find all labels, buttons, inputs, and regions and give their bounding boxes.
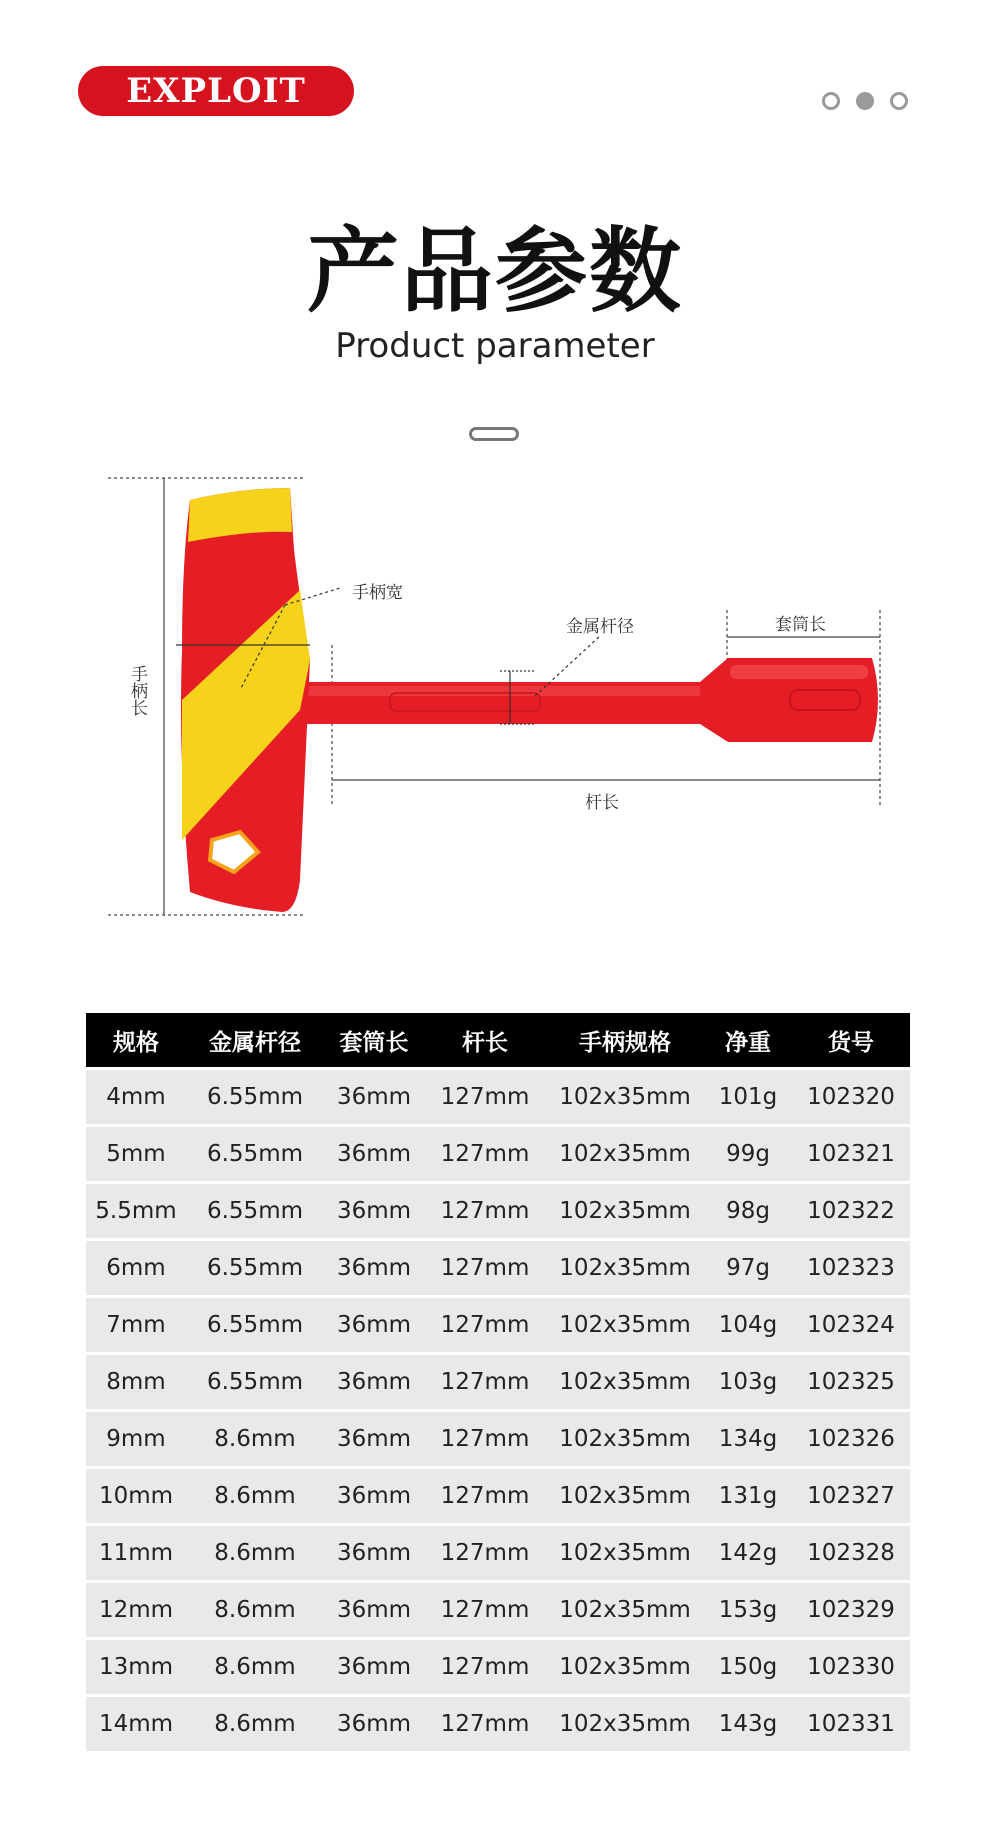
table-row: [86, 1298, 910, 1352]
table-cell: 102327: [792, 1469, 910, 1523]
table-cell: 127mm: [424, 1640, 546, 1694]
table-cell: 127mm: [424, 1298, 546, 1352]
table-cell: 102x35mm: [546, 1526, 704, 1580]
table-cell: 102323: [792, 1241, 910, 1295]
label-rod-length: 杆长: [585, 793, 619, 813]
table-cell: 102330: [792, 1640, 910, 1694]
table-cell: 127mm: [424, 1127, 546, 1181]
table-cell: 36mm: [324, 1298, 424, 1352]
table-cell: 150g: [704, 1640, 792, 1694]
table-cell: 102x35mm: [546, 1070, 704, 1124]
table-cell: 102x35mm: [546, 1298, 704, 1352]
table-cell: 102x35mm: [546, 1697, 704, 1751]
table-cell: 103g: [704, 1355, 792, 1409]
table-cell: 102324: [792, 1298, 910, 1352]
pager-dot-active[interactable]: [856, 92, 874, 110]
table-cell: 99g: [704, 1127, 792, 1181]
pager-dot[interactable]: [822, 92, 840, 110]
table-cell: 6.55mm: [186, 1184, 324, 1238]
table-header-cell: 套筒长: [324, 1013, 424, 1067]
spec-table: [86, 1010, 910, 1754]
table-row: [86, 1355, 910, 1409]
table-cell: 102x35mm: [546, 1469, 704, 1523]
table-cell: 36mm: [324, 1697, 424, 1751]
table-row: [86, 1583, 910, 1637]
table-cell: 5.5mm: [86, 1184, 186, 1238]
label-handle-width: 手柄宽: [352, 583, 403, 603]
table-cell: 8.6mm: [186, 1412, 324, 1466]
table-header-cell: 杆长: [424, 1013, 546, 1067]
table-cell: 8.6mm: [186, 1583, 324, 1637]
table-cell: 10mm: [86, 1469, 186, 1523]
table-header-cell: 货号: [792, 1013, 910, 1067]
table-header-row: [86, 1013, 910, 1067]
table-cell: 8.6mm: [186, 1640, 324, 1694]
table-header-cell: 手柄规格: [546, 1013, 704, 1067]
table-cell: 142g: [704, 1526, 792, 1580]
table-cell: 5mm: [86, 1127, 186, 1181]
page-title: 产品参数: [306, 218, 683, 325]
table-cell: 102320: [792, 1070, 910, 1124]
table-cell: 97g: [704, 1241, 792, 1295]
table-row: [86, 1469, 910, 1523]
table-header-cell: 金属杆径: [186, 1013, 324, 1067]
table-cell: 102325: [792, 1355, 910, 1409]
table-cell: 102329: [792, 1583, 910, 1637]
table-cell: 127mm: [424, 1184, 546, 1238]
table-cell: 36mm: [324, 1526, 424, 1580]
table-cell: 127mm: [424, 1355, 546, 1409]
table-cell: 36mm: [324, 1241, 424, 1295]
table-row: [86, 1070, 910, 1124]
table-cell: 6.55mm: [186, 1298, 324, 1352]
product-diagram: [0, 460, 990, 930]
table-cell: 101g: [704, 1070, 792, 1124]
table-cell: 14mm: [86, 1697, 186, 1751]
table-cell: 13mm: [86, 1640, 186, 1694]
table-cell: 9mm: [86, 1412, 186, 1466]
table-cell: 12mm: [86, 1583, 186, 1637]
table-cell: 4mm: [86, 1070, 186, 1124]
table-cell: 102331: [792, 1697, 910, 1751]
table-row: [86, 1412, 910, 1466]
divider-pill: [469, 427, 519, 441]
table-cell: 6.55mm: [186, 1355, 324, 1409]
table-cell: 36mm: [324, 1640, 424, 1694]
table-cell: 98g: [704, 1184, 792, 1238]
table-cell: 127mm: [424, 1412, 546, 1466]
table-row: [86, 1127, 910, 1181]
table-cell: 36mm: [324, 1184, 424, 1238]
table-cell: 102x35mm: [546, 1184, 704, 1238]
pager-dot[interactable]: [890, 92, 908, 110]
table-cell: 127mm: [424, 1583, 546, 1637]
table-cell: 8.6mm: [186, 1469, 324, 1523]
table-cell: 36mm: [324, 1412, 424, 1466]
table-cell: 7mm: [86, 1298, 186, 1352]
table-cell: 102x35mm: [546, 1355, 704, 1409]
table-cell: 8.6mm: [186, 1526, 324, 1580]
table-cell: 102321: [792, 1127, 910, 1181]
table-row: [86, 1526, 910, 1580]
table-cell: 102x35mm: [546, 1412, 704, 1466]
table-header-cell: 规格: [86, 1013, 186, 1067]
table-cell: 134g: [704, 1412, 792, 1466]
table-cell: 143g: [704, 1697, 792, 1751]
table-cell: 102322: [792, 1184, 910, 1238]
table-cell: 104g: [704, 1298, 792, 1352]
table-cell: 127mm: [424, 1469, 546, 1523]
table-cell: 127mm: [424, 1241, 546, 1295]
table-cell: 6mm: [86, 1241, 186, 1295]
table-cell: 11mm: [86, 1526, 186, 1580]
table-cell: 102x35mm: [546, 1640, 704, 1694]
label-socket-length: 套筒长: [775, 615, 826, 635]
table-cell: 36mm: [324, 1070, 424, 1124]
table-cell: 6.55mm: [186, 1127, 324, 1181]
table-header-cell: 净重: [704, 1013, 792, 1067]
label-rod-diameter: 金属杆径: [566, 617, 634, 637]
table-cell: 8mm: [86, 1355, 186, 1409]
label-handle-length: 手柄长: [127, 665, 147, 716]
brand-logo: [78, 66, 354, 116]
table-cell: 102x35mm: [546, 1583, 704, 1637]
table-cell: 6.55mm: [186, 1241, 324, 1295]
table-cell: 36mm: [324, 1127, 424, 1181]
pager-dots: [822, 92, 908, 110]
brand-logo-text: EXPLOIT: [126, 71, 306, 111]
table-cell: 8.6mm: [186, 1697, 324, 1751]
table-cell: 36mm: [324, 1355, 424, 1409]
table-cell: 102x35mm: [546, 1127, 704, 1181]
table-cell: 131g: [704, 1469, 792, 1523]
table-cell: 36mm: [324, 1469, 424, 1523]
table-cell: 36mm: [324, 1583, 424, 1637]
table-row: [86, 1640, 910, 1694]
table-cell: 153g: [704, 1583, 792, 1637]
table-cell: 127mm: [424, 1070, 546, 1124]
table-row: [86, 1184, 910, 1238]
table-row: [86, 1697, 910, 1751]
page-subtitle: Product parameter: [335, 326, 655, 366]
table-cell: 6.55mm: [186, 1070, 324, 1124]
table-cell: 102x35mm: [546, 1241, 704, 1295]
table-cell: 102328: [792, 1526, 910, 1580]
table-row: [86, 1241, 910, 1295]
table-cell: 127mm: [424, 1697, 546, 1751]
table-cell: 127mm: [424, 1526, 546, 1580]
table-cell: 102326: [792, 1412, 910, 1466]
